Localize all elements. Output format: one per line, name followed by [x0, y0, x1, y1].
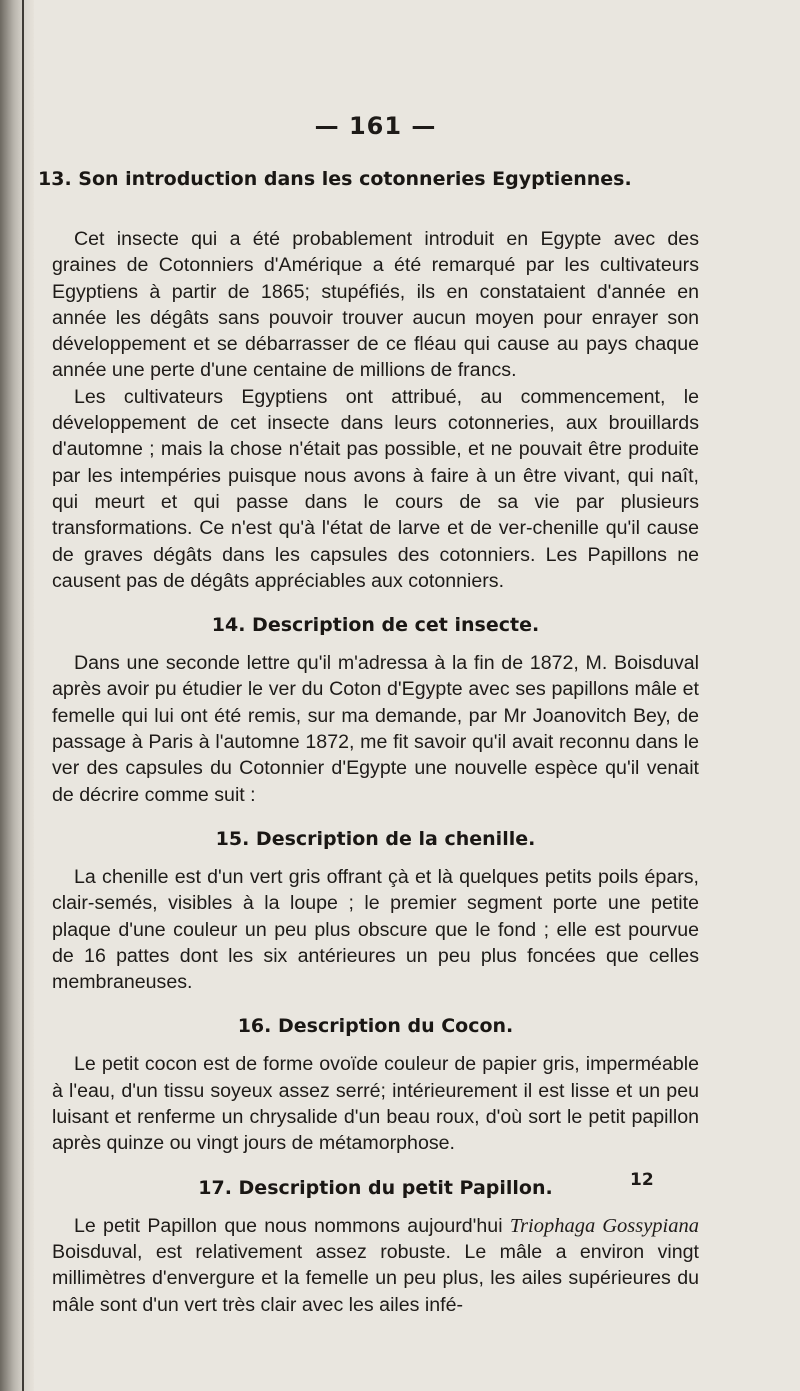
section-17-title: 17. Description du petit Papillon.	[198, 1176, 553, 1199]
section-17-text-start: Le petit Papillon que nous nommons aujourd'hui	[74, 1214, 510, 1237]
species-name: Triophaga Gossypiana	[509, 1214, 699, 1237]
section-13-paragraph-2: Les cultivateurs Egyptiens ont attribué, au commencement, le développement de cet insecte dans leurs cotonneries, aux brouillards d'automne ; mais la chose n'était pas possible, et ne pouvait être produite par les intempéries puisque nous avons à faire à un être vivant, qui naît, qui meurt et qui passe dans le cours de sa vie par plusieurs transformations. Ce n'est qu'à l'état de larve et de ver-chenille qu'il cause de graves dégâts dans les capsules des cotonniers. Les Papillons ne causent pas de dégâts appréciables aux cotonniers.	[52, 385, 699, 592]
section-13-paragraph-1: Cet insecte qui a été probablement introduit en Egypte avec des graines de Cotonniers d'Amérique a été remarqué par les cultivateurs Egyptiens à partir de 1865; stupéfiés, ils en constataient d'année en année les dégâts sans pouvoir trouver aucun moyen pour enrayer son développement et se débarrasser de ce fléau qui cause au pays chaque année une perte d'une centaine de millions de francs.	[52, 228, 699, 382]
section-13-title: 13. Son introduction dans les cotonneries Egyptiennes.	[38, 168, 632, 190]
section-17-text-end: Boisduval, est relativement assez robuste. Le mâle a environ vingt millimètres d'envergure et la femelle un peu plus, les ailes supérieures du mâle sont d'un vert très clair avec les ailes infé-	[52, 1240, 699, 1316]
page-fold-line	[22, 0, 24, 1391]
signature-mark: 12	[630, 1170, 654, 1190]
section-14-paragraph: Dans une seconde lettre qu'il m'adressa à la fin de 1872, M. Boisduval après avoir pu étudier le ver du Coton d'Egypte avec ses papillons mâle et femelle qui lui ont été remis, sur ma demande, par Mr Joanovitch Bey, de passage à Paris à l'automne 1872, me fit savoir qu'il avait reconnu dans le ver des capsules du Cotonnier d'Egypte une nouvelle espèce qu'il venait de décrire comme suit :	[52, 652, 699, 806]
section-16-title: 16. Description du Cocon.	[237, 1015, 514, 1038]
section-15-title: 15. Description de la chenille.	[215, 827, 536, 850]
section-16-paragraph: Le petit cocon est de forme ovoïde couleur de papier gris, imperméable à l'eau, d'un tissu soyeux assez serré; intérieurement il est lisse et un peu luisant et renferme un chrysalide d'un beau roux, d'où sort le petit papillon après quinze ou vingt jours de métamorphose.	[52, 1053, 699, 1155]
section-14-title: 14. Description de cet insecte.	[211, 614, 540, 637]
book-binding-edge	[0, 0, 34, 1391]
page-number: — 161 —	[314, 112, 437, 140]
page-content	[38, 100, 699, 1318]
section-15-paragraph: La chenille est d'un vert gris offrant çà et là quelques petits poils épars, clair-semés, visibles à la loupe ; le premier segment porte une petite plaque d'une couleur un peu plus obscure que le fond ; elle est pourvue de 16 pattes dont les six antérieures un peu plus foncées que celles membraneuses.	[52, 865, 699, 994]
section-17-paragraph	[52, 1213, 699, 1318]
